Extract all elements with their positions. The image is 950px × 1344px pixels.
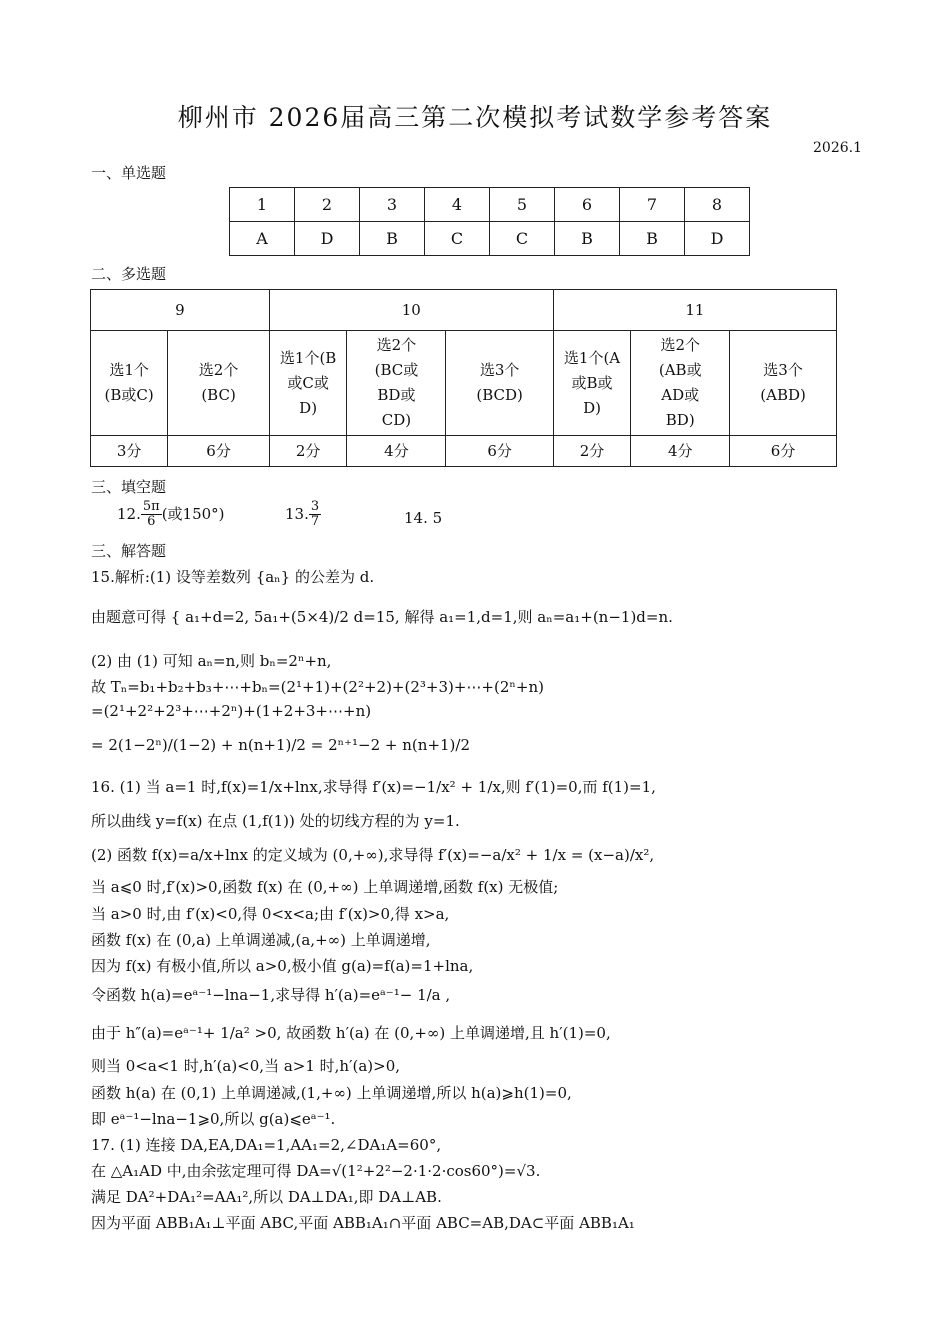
fraction [309, 500, 321, 530]
solution-line: 由于 h″(a)=eᵃ⁻¹+ 1/a² >0, 故函数 h′(a) 在 (0,+∞) 上单调递增,且 h′(1)=0, [91, 1024, 611, 1042]
solution-line: 令函数 h(a)=eᵃ⁻¹−lna−1,求导得 h′(a)=eᵃ⁻¹− 1/a , [91, 986, 451, 1004]
table-cell: 选3个(BCD) [446, 331, 553, 436]
table-cell: C [425, 222, 490, 256]
section-solutions: 三、解答题 [91, 542, 167, 560]
table-cell: C [490, 222, 555, 256]
fill-answer-13 [285, 500, 321, 530]
table-cell: 6 [555, 188, 620, 222]
table-cell: 选1个(A或B或D) [553, 331, 631, 436]
solution-line: 由题意可得 { a₁+d=2, 5a₁+(5×4)/2 d=15, 解得 a₁=1,d=1,则 aₙ=a₁+(n−1)d=n. [91, 608, 673, 626]
table-cell: 11 [553, 290, 836, 331]
table-cell: 6分 [730, 436, 837, 467]
solution-line: (2) 由 (1) 可知 aₙ=n,则 bₙ=2ⁿ+n, [91, 652, 332, 670]
fill-answer-12 [117, 500, 225, 530]
table-cell: 2分 [553, 436, 631, 467]
denominator: 6 [147, 514, 156, 530]
table-cell: D [295, 222, 360, 256]
table-cell: 选2个(BC或BD或CD) [347, 331, 446, 436]
table-cell: 1 [230, 188, 295, 222]
table-cell: 10 [269, 290, 553, 331]
option-row [91, 331, 837, 436]
answer-row [230, 222, 750, 256]
table-cell: 3 [360, 188, 425, 222]
table-cell: B [555, 222, 620, 256]
exam-date: 2026.1 [813, 140, 862, 156]
table-cell: 3分 [91, 436, 168, 467]
solution-line: 在 △A₁AD 中,由余弦定理可得 DA=√(1²+2²−2·1·2·cos60°)=√3. [91, 1162, 541, 1180]
table-cell: 2 [295, 188, 360, 222]
table-cell: A [230, 222, 295, 256]
solution-line: 因为 f(x) 有极小值,所以 a>0,极小值 g(a)=f(a)=1+lna, [91, 957, 474, 975]
table-cell: 4分 [347, 436, 446, 467]
table-cell: D [685, 222, 750, 256]
table-cell: 6分 [446, 436, 553, 467]
solution-line: 16. (1) 当 a=1 时,f(x)=1/x+lnx,求导得 f′(x)=−1/x² + 1/x,则 f′(1)=0,而 f(1)=1, [91, 778, 656, 796]
table-cell: 选1个(B或C或D) [269, 331, 347, 436]
table-cell: 4分 [631, 436, 730, 467]
multi-choice-table [90, 289, 837, 467]
solution-line: 17. (1) 连接 DA,EA,DA₁=1,AA₁=2,∠DA₁A=60°, [91, 1136, 442, 1154]
solution-line: 满足 DA²+DA₁²=AA₁²,所以 DA⊥DA₁,即 DA⊥AB. [91, 1188, 442, 1206]
section-single-choice: 一、单选题 [91, 164, 167, 182]
table-cell: 选3个(ABD) [730, 331, 837, 436]
answer-note: (或150°) [161, 504, 225, 523]
score-row [91, 436, 837, 467]
solution-line: = 2(1−2ⁿ)/(1−2) + n(n+1)/2 = 2ⁿ⁺¹−2 + n(n+1)/2 [91, 736, 470, 754]
solution-line: 故 Tₙ=b₁+b₂+b₃+⋯+bₙ=(2¹+1)+(2²+2)+(2³+3)+⋯+(2ⁿ+n) [91, 678, 544, 696]
section-fill-blank: 三、填空题 [91, 478, 167, 496]
question-number: 12. [117, 504, 141, 523]
fill-answer-14: 14. 5 [404, 509, 443, 527]
section-multi-choice: 二、多选题 [91, 265, 167, 283]
question-number-row [230, 188, 750, 222]
table-cell: 2分 [269, 436, 347, 467]
solution-line: 15.解析:(1) 设等差数列 {aₙ} 的公差为 d. [91, 568, 375, 586]
table-cell: 6分 [168, 436, 270, 467]
fraction [141, 500, 162, 530]
solution-line: 因为平面 ABB₁A₁⊥平面 ABC,平面 ABB₁A₁∩平面 ABC=AB,DA⊂平面 ABB₁A₁ [91, 1214, 635, 1232]
table-cell: B [360, 222, 425, 256]
solution-line: 当 a⩽0 时,f′(x)>0,函数 f(x) 在 (0,+∞) 上单调递增,函数 f(x) 无极值; [91, 878, 559, 896]
table-cell: 4 [425, 188, 490, 222]
solution-line: 即 eᵃ⁻¹−lna−1⩾0,所以 g(a)⩽eᵃ⁻¹. [91, 1110, 336, 1128]
table-cell: 8 [685, 188, 750, 222]
solution-line: =(2¹+2²+2³+⋯+2ⁿ)+(1+2+3+⋯+n) [91, 702, 372, 720]
solution-line: 则当 0<a<1 时,h′(a)<0,当 a>1 时,h′(a)>0, [91, 1057, 401, 1075]
table-cell: B [620, 222, 685, 256]
numerator: 5π [142, 499, 160, 514]
page-title: 柳州市 2026届高三第二次模拟考试数学参考答案 [177, 103, 773, 132]
solution-line: (2) 函数 f(x)=a/x+lnx 的定义域为 (0,+∞),求导得 f′(x)=−a/x² + 1/x = (x−a)/x², [91, 846, 655, 864]
solution-line: 函数 f(x) 在 (0,a) 上单调递减,(a,+∞) 上单调递增, [91, 931, 431, 949]
table-cell: 选2个(BC) [168, 331, 270, 436]
denominator: 7 [310, 514, 320, 530]
question-number-row [91, 290, 837, 331]
table-cell: 5 [490, 188, 555, 222]
table-cell: 7 [620, 188, 685, 222]
question-number: 13. [285, 504, 309, 523]
solution-line: 所以曲线 y=f(x) 在点 (1,f(1)) 处的切线方程的为 y=1. [91, 812, 460, 830]
solution-line: 当 a>0 时,由 f′(x)<0,得 0<x<a;由 f′(x)>0,得 x>a, [91, 905, 450, 923]
table-cell: 9 [91, 290, 270, 331]
numerator: 3 [310, 499, 320, 514]
table-cell: 选1个(B或C) [91, 331, 168, 436]
solution-line: 函数 h(a) 在 (0,1) 上单调递减,(1,+∞) 上单调递增,所以 h(a)⩾h(1)=0, [91, 1084, 572, 1102]
table-cell: 选2个(AB或AD或BD) [631, 331, 730, 436]
single-choice-table [229, 187, 750, 256]
